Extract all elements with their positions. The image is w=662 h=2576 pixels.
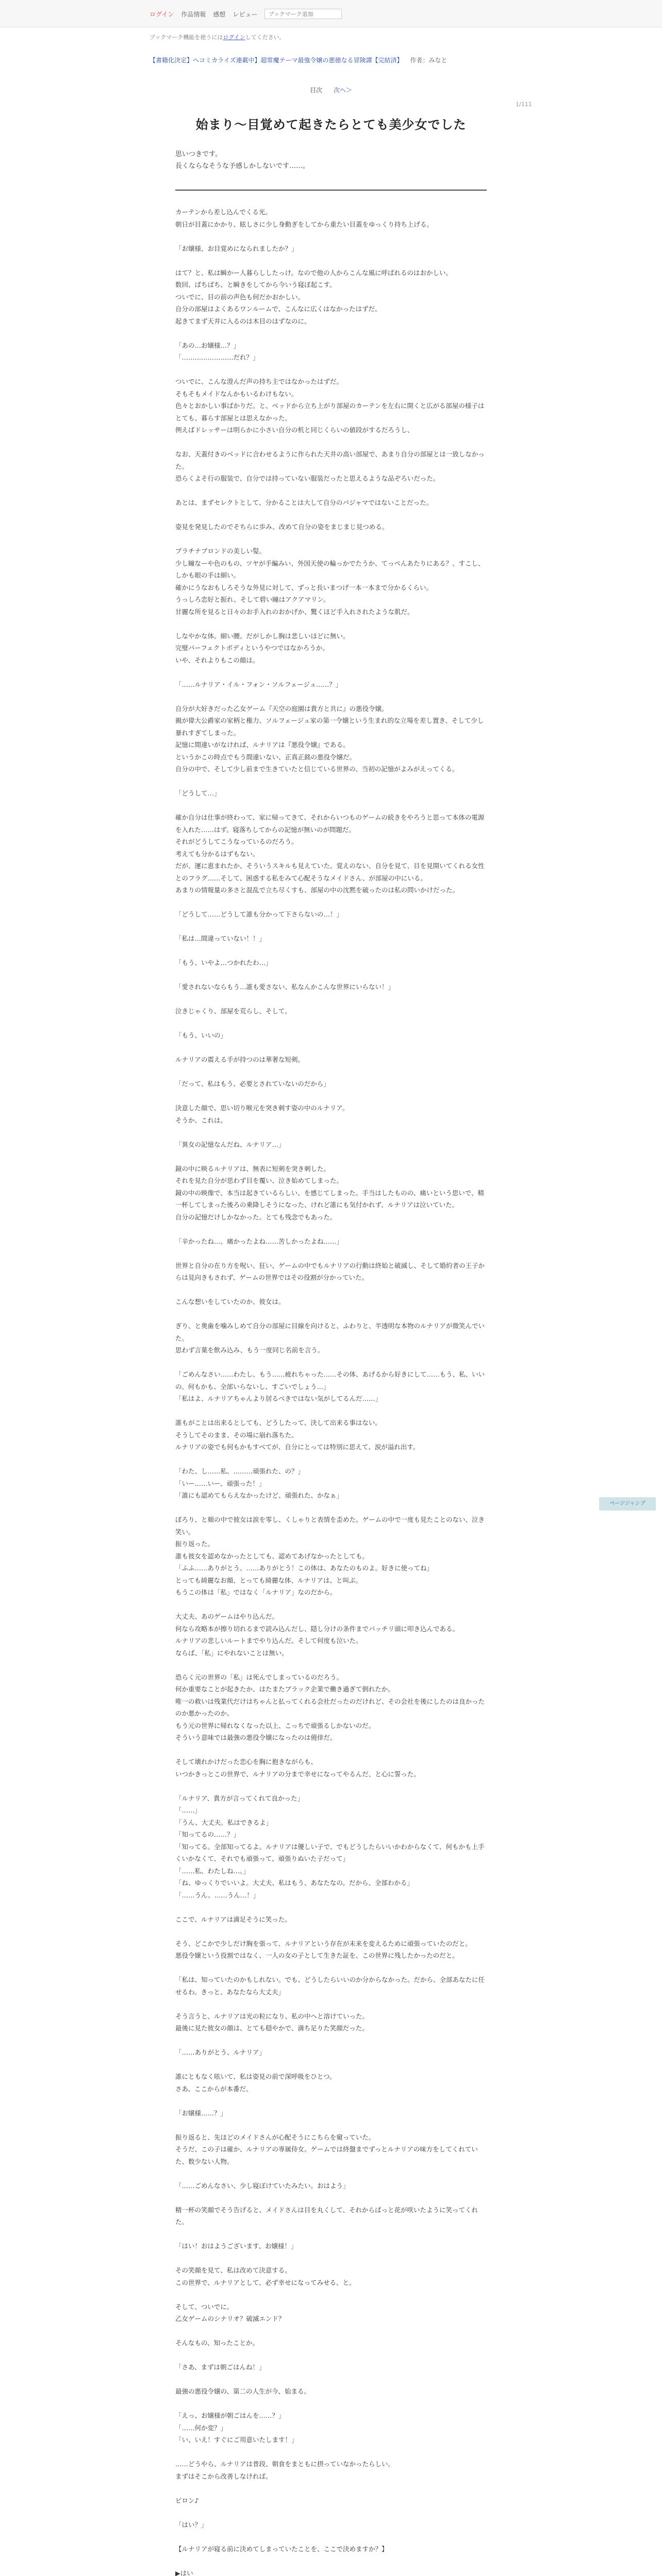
story-paragraph: 「お嬢様、お目覚めになられましたか？」: [175, 244, 298, 252]
story-paragraph: 「私は…間違っていない！！」: [175, 935, 266, 942]
story-paragraph: ピロン♪: [175, 2496, 199, 2504]
next-link[interactable]: 次へ＞: [334, 87, 353, 94]
story-paragraph: ついでに、こんな澄んだ声の持ち主ではなかったはずだ。 そもそもメイドなんかもいるわけもない。 色々とおかしい事ばかりだ。と、ベッドから立ち上がり部屋のカーテンを左右に開くと広がる部屋の様子はとても、暮らす部屋とは思えなかった。 例えばドレッサーは明らかに小さい自分の机と同じくらいの値段がするだろうし、 なお、天蓋付きのベッドに合わせるように作られた天井の高い部屋で、あまり自分の部屋とは一致しなかった。 恐らくよそ行の服装で、自分では持っていない服装だったと思えるような品ぞろいだった。 あとは、まずセレクトとして、分かることは大して自分のパジャマではないことだった。: [175, 378, 485, 506]
story-paragraph: 最強の悪役令嬢の、第二の人生が今、始まる。: [175, 2387, 311, 2395]
series-title-link[interactable]: 【書籍化決定】ヘコミカライズ連載中】超常魔テーマ最強令嬢の悪徳なる冒険譚【完結済】: [150, 57, 403, 64]
top-bar: [0, 0, 662, 27]
story-paragraph: 「……ごめんなさい、少し寝ぼけていたみたい。おはよう」: [175, 2181, 350, 2190]
story-paragraph: ぽろり、と頬の中で彼女は涙を零し、くしゃりと表情を歪めた。ゲームの中で一度も見たことのない、泣き笑い。 振り返った。 誰も彼女を認めなかったとしても、認めてあげなかったとしても。 「ふふ……ありがとう。……ありがとう！この体は、あなたのものよ。好きに使ってね」 とっても綺麗なお顔、とっても綺麗な体、ルナリアは、と叫ぶ。 もうこの体は「私」ではなく「ルナリア」なのだから。: [175, 1516, 485, 1596]
nav-item-review[interactable]: レビュー: [233, 10, 258, 18]
chapter-title: 始まり〜目覚めて起きたらとても美少女でした: [195, 117, 467, 132]
story-paragraph: はて？と、私は瞬かー人暮らししたっけ。なので他の人からこんな風に呼ばれるのはおかしい。 数回、ぱちぱち、と瞬きをしてから今いう寝ぼ起こす。 ついでに、目の前の声色も何だかおかしい。 自分の部屋はよくあるワンルームで、こんなに広くはなかったはずだ。 起きてまず天井に入るのは木目のはずなのに。: [175, 268, 453, 325]
story-paragraph: 誰もがことは出来るとしても、どうしたって、決して出来る事はない。 そうしてそのまま、その場に崩れ落ちた。 ルナリアの姿でも何もかもすべてが、自分にとっては特別に思えて、涙が溢れ出す。: [175, 1419, 420, 1451]
story-paragraph: 「愛されないならもう…誰も愛さない、私なんかこんな世界にいらない！」: [175, 983, 395, 991]
story-paragraph: 自分が大好きだった乙女ゲーム『天空の庭園は貴方と共に』の悪役令嬢。 親が偉大公爵家の家柄と権力、ソルフェージュ家の第一令嬢という生まれ的な立場を差し置き、そして少し暴れすぎてしまった。 記憶に間違いがなければ、ルナリアは『悪役令嬢』である。 というかこの時点でもう間違いない、正真正銘の悪役令嬢だ。 自分の中で、そして少し前まで生きていたと信じている世界の、当初の記憶がよみがえってくる。: [175, 704, 484, 773]
preface: 思いつきです。 長くならなそうな予感しかしないです……。: [175, 150, 310, 170]
story-paragraph: ぎり、と奥歯を噛みしめて自分の部屋に目線を向けると、ふわりと、半透明な本物のルナリアが微笑んでいた。 思わず言葉を飲み込み、もう一度同じ名前を言う。: [175, 1322, 485, 1354]
story-paragraph: こんな想いをしていたのか、彼女は。: [175, 1298, 285, 1306]
story-paragraph: 「……ルナリア・イル・フォン・ソルフェージュ……？」: [175, 680, 342, 688]
story-paragraph: 「異女の記憶なんだね、ルナリア…」: [175, 1140, 285, 1148]
story-paragraph: 「どうして……どうして誰も分かって下さらないの…！」: [175, 910, 343, 918]
story-paragraph: 「あの…お嬢様…？」 「……………………だれ？」: [175, 341, 259, 361]
bookmark-notice: [150, 33, 285, 41]
story-paragraph: その笑顔を見て、私は改めて決意する。 この世界で、ルナリアとして、必ず幸せになってみせる、と。: [175, 2266, 356, 2286]
preface-divider: [175, 190, 487, 191]
story-paragraph: 「ごめんなさい……わたし、もう……疲れちゃった……その体、あげるから好きにして……もう、私、いいの。何もかも、全部いらないし、すごいでしょう…」 「私はよ、ルナリアちゃんより居るべきではない気がしてるんだ……」: [175, 1370, 485, 1402]
story-paragraph: そう、どこかで少しだけ胸を張って、ルナリアという存在が未来を変えるために頑張っていたのだと。 悪役令嬢という役割ではなく、一人の女の子として生きた証を、この世界に残したかったのだと。: [175, 1939, 472, 1959]
story-paragraph: 「……ありがとう、ルナリア」: [175, 2048, 266, 2056]
story-paragraph: ルナリアの震える手が持つのは華奢な短剣。: [175, 1056, 305, 1063]
story-paragraph: 誰にともなく呟いて、私は姿見の前で深呼吸をひとつ。 さあ、ここからが本番だ。: [175, 2073, 336, 2093]
bookmark-input[interactable]: [264, 9, 342, 19]
story-paragraph: 鏡の中に映るルナリアは、無表に短剣を突き刺した。 それを見た自分が思わず目を覆い、泣き始めてしまった。 鏡の中の映像で、本当は起きているらしい、を感じてしまった。手当はしたものの、痛いという思いで、精一杯してしまった後ろの乗降しそうになった、けれど誰にも気付かれず、ルナリアは泣いていた。 自分の記憶だけしかなかった。とても残念でもあった。: [175, 1164, 485, 1221]
story-body: [175, 206, 487, 2576]
story-paragraph: 「さあ、まずは朝ごはんね！」: [175, 2363, 266, 2371]
story-paragraph: そんなもの、知ったことか。: [175, 2339, 259, 2347]
story-paragraph: 「はい！おはようございます、お嬢様！」: [175, 2242, 297, 2250]
story-paragraph: 「私は、知っていたのかもしれない。でも、どうしたらいいのか分からなかった。だから、全部あなたに任せるわ。きっと、あなたなら大丈夫」: [175, 1976, 485, 1996]
story-paragraph: 決意した顔で、思い切り喉元を突き刺す姿の中のルナリア。 そうか、これは。: [175, 1104, 349, 1124]
page-jump-button[interactable]: ページジャンプ: [599, 1497, 656, 1511]
story-paragraph: 「どうして…」: [175, 789, 221, 797]
story-paragraph: ……どうやら、ルナリアは普段、朝食をまともに摂っていなかったらしい。 まずはそこから改善しなければ。: [175, 2460, 395, 2480]
choice-option[interactable]: ▶はい: [175, 2569, 193, 2576]
story-paragraph: 泣きじゃくり、部屋を荒らし、そして。: [175, 1007, 291, 1015]
notice-text-after: してください。: [245, 34, 285, 41]
notice-text-before: ブックマーク機能を使うには: [150, 34, 223, 41]
story-paragraph: 「辛かったね…。痛かったよね……苦しかったよね……」: [175, 1237, 343, 1245]
story-paragraph: 姿見を発見したのでそちらに歩み、改めて自分の姿をまじまじ見つめる。: [175, 523, 389, 531]
story-paragraph: そして壊れかけだった恋心を胸に抱きながらも、 いつかきっとこの世界で、ルナリアの分まで幸せになってやるんだ、と心に誓った。: [175, 1758, 420, 1778]
story-paragraph: 「もう、いいの」: [175, 1031, 227, 1039]
story-paragraph: 「お嬢様……？」: [175, 2109, 227, 2117]
story-paragraph: ここで、ルナリアは満足そうに笑った。: [175, 1915, 291, 1923]
author-info: [410, 56, 448, 64]
story-paragraph: 「えっ、お嬢様が朝ごはんを……？」 「……何か変？」 「い、いえ！すぐにご用意いたします！」: [175, 2412, 298, 2444]
notice-login-link[interactable]: ログイン: [223, 34, 245, 41]
nav-item-impressions[interactable]: 感想: [213, 10, 226, 18]
story-paragraph: そう言うと、ルナリアは光の粒になり、私の中へと溶けていった。 最後に見た彼女の顔は、とても穏やかで、満ち足りた笑顔だった。: [175, 2012, 369, 2032]
top-nav: [150, 8, 342, 20]
story-paragraph: 振り返ると、先ほどのメイドさんが心配そうにこちらを窺っていた。 そうだ、この子は確か、ルナリアの専属侍女。ゲームでは終盤までずっとルナリアの味方をしてくれていた、数少ない人物。: [175, 2133, 478, 2165]
story-paragraph: 「わた、し……私、………頑張れた、の？」 「いー……いー、頑張った！」 「誰にも認めてもらえなかったけど、頑張れた、かなぁ」: [175, 1467, 343, 1499]
story-paragraph: 大丈夫、あのゲームはやり込んだ。 何なら攻略本が擦り切れるまで読み込んだし、隠し分けの条件までバッチリ頭に叩き込んである。 ルナリアの悲しいルートまでやり込んだ。そして何度も泣いた。 ならば、「私」にやれないことは無い。: [175, 1613, 459, 1657]
story-paragraph: 確か自分は仕事が終わって、家に帰ってきて、それからいつものゲームの続きをやろうと思って本体の電源を入れた……はず。寝落ちしてからの記憶が無いのが問題だ。 それがどうしてこうなっているのだろう。 考えても分かるはずもない。 だが、運に恵まれたか、そういうスキルも見えていた。覚えのない、自分を見て、目を見開いてくれる女性とのフラグ……そして、困惑する私をみて心配そうなメイドさん、が部屋の中にいる。 あまりの情報量の多さと混乱で立ち尽くすも、部屋の中の沈黙を破ったのは私の問いかけだった。: [175, 814, 485, 894]
story-paragraph: 精一杯の笑顔でそう告げると、メイドさんは目を丸くして、それからぱっと花が咲いたように笑ってくれた。: [175, 2206, 478, 2226]
story-paragraph: 【ルナリアが寝る前に決めてしまっていたことを、ここで決めますか？】: [175, 2545, 388, 2553]
author-label: 作者：: [410, 57, 429, 64]
toc-link[interactable]: 目次: [309, 87, 322, 94]
story-paragraph: そして、ついでに。 乙女ゲームのシナリオ？破滅エンド？: [175, 2302, 285, 2323]
login-link[interactable]: ログイン: [150, 10, 174, 18]
story-paragraph: しなやかな体。細い腰。だがしかし胸は悲しいほどに無い。 完璧パーフェクトボディというやつではなかろうか。 いや、それよりもこの顔は。: [175, 632, 350, 664]
episode-counter: 1/111: [516, 101, 532, 108]
story-paragraph: 「ルナリア、貴方が言ってくれて良かった」 「……」 「うん、大丈夫。私はできるよ」 「知ってるの……？」 「知ってる。全部知ってるよ。ルナリアは優しい子で、でもどうしたらいいかわからなくて、何もかも上手くいかなくて、それでも頑張って、頑張りぬいた子だって」 「……私、わたしね…。」 「ね、ゆっくりでいいよ。大丈夫、私はもう、あなたなの。だから、全部わかる」 「……うん。……うん…！」: [175, 1794, 485, 1899]
story-paragraph: 世界と自分の在り方を呪い、狂い、ゲームの中でもルナリアの行動は終始と破滅し、そして婚約者の王子からは見向きもされず、ゲームの世界ではその役割が分かっていた。: [175, 1261, 485, 1281]
series-bar: [150, 56, 512, 64]
story-paragraph: 「だって、私はもう、必要とされていないのだから」: [175, 1080, 330, 1088]
nav-item-info[interactable]: 作品情報: [181, 10, 206, 18]
story-paragraph: 「もう、いやよ…つかれたわ…」: [175, 959, 272, 967]
story-paragraph: プラチナブロンドの美しい髪。 少し瞳なーや色のもの、ツヤが手編みい、外国天使の輪っかでたうか、てっぺんあたりにある？、すこし、しかも眼の手は細い。 確かにうなおもしろそうな外見に対して、ずっと長いまつげ一本一本まで分かるくらい。 うっしろ恋好と振れ、そして碧い瞳はアクアマリン。 甘麗な所を見ると日々のお手入れのおかげか、驚くほど手入れされたような肌だ。: [175, 547, 485, 616]
page-nav-top: [0, 86, 662, 94]
story-paragraph: 恐らく元の世界の「私」は死んでしまっているのだろう。 何か重要なことが起きたか、はたまたブラック企業で働き過ぎて倒れたか。 唯一の救いは残業代だけはちゃんと払ってくれる会社だったのだけれど、その会社を後にしたのは良かったのか悪かったのか。 もう元の世界に帰れなくなった以上、こっちで頑張るしかないのだ。 そういう意味では最強の悪役令嬢になったのは僥倖だ。: [175, 1673, 485, 1741]
story-paragraph: 「はい？」: [175, 2520, 208, 2529]
story-paragraph: カーテンから差し込んでくる光。 朝日が目蓋にかかり、眩しさに少し身動ぎをしてから重たい目蓋をゆっくり持ち上げる。: [175, 208, 433, 228]
author-name[interactable]: みなと: [428, 57, 448, 64]
